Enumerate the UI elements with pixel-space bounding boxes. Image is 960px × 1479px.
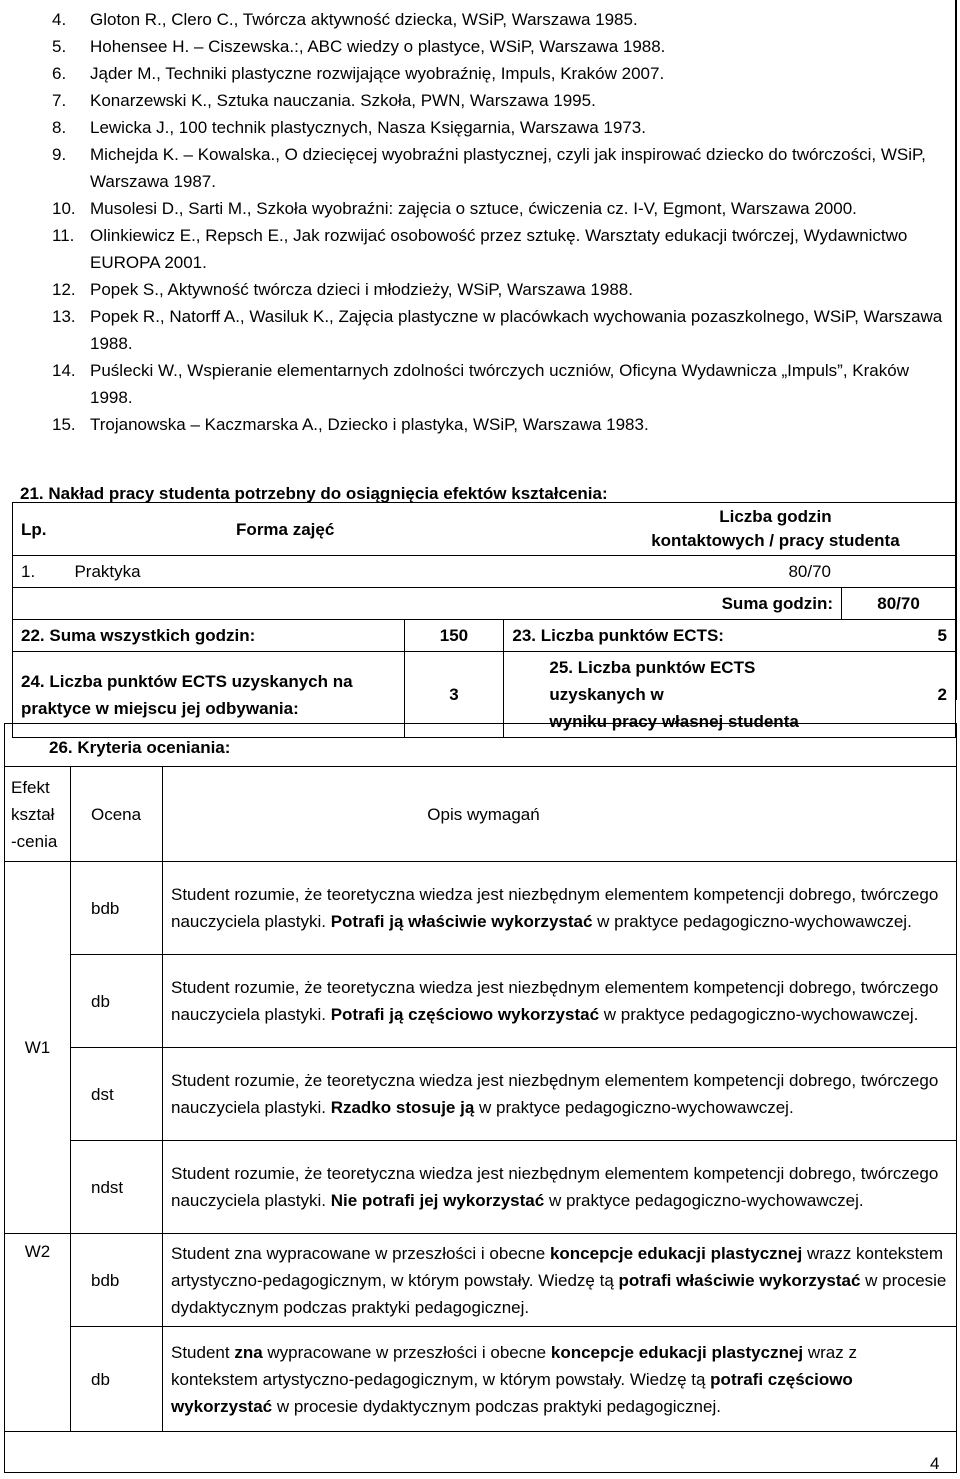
- opis-text: w procesie dydaktycznym podczas praktyki pedagogicznej.: [171, 1270, 947, 1317]
- reference-item: [12, 87, 952, 114]
- workload-sum-row: [13, 588, 956, 620]
- suma-value: 80/70: [842, 588, 956, 620]
- opis-text: wypracowane w przeszłości i obecne: [262, 1342, 551, 1362]
- row-lp: 1.: [13, 556, 75, 588]
- reference-text: Jąder M., Techniki plastyczne rozwijające wyobraźnię, Impuls, Kraków 2007.: [90, 64, 665, 83]
- header-forma: Forma zajęć: [74, 503, 503, 556]
- s23-label: 23. Liczba punktów ECTS:: [504, 620, 842, 652]
- opis-cell: [163, 1234, 957, 1327]
- criteria-table: [4, 766, 957, 1432]
- s25-value: 2: [842, 652, 956, 738]
- header-liczba-line2: kontaktowych / pracy studenta: [651, 531, 900, 550]
- reference-number: 9.: [52, 145, 67, 164]
- reference-number: 5.: [52, 37, 67, 56]
- reference-item: [12, 33, 952, 60]
- opis-cell: [163, 862, 957, 955]
- s22-label: 22. Suma wszystkich godzin:: [13, 620, 405, 652]
- s22-value: 150: [404, 620, 504, 652]
- ocena-cell: bdb: [71, 862, 163, 955]
- reference-number: 13.: [52, 307, 76, 326]
- opis-cell: [163, 955, 957, 1048]
- section-21-title: 21. Nakład pracy studenta potrzebny do osiągnięcia efektów kształcenia:: [20, 484, 608, 503]
- opis-bold: Potrafi ją właściwie wykorzystać: [330, 912, 593, 931]
- row-value: 80/70: [504, 556, 956, 588]
- header-efekt: Efekt kształ -cenia: [5, 767, 71, 862]
- opis-text: Student rozumie, że teoretyczna wiedza jest niezbędnym elementem kompetencji dobrego, twórczego nauczyciela plastyki.: [171, 978, 939, 1024]
- opis-text: Student: [171, 1342, 235, 1362]
- reference-item: [12, 6, 952, 33]
- criteria-row: [5, 955, 957, 1048]
- opis-bold: Potrafi ją częściowo wykorzystać: [330, 1005, 600, 1024]
- s24-label-line1: 24. Liczba punktów ECTS uzyskanych na: [21, 671, 353, 691]
- effect-w2: W2: [5, 1234, 71, 1432]
- reference-number: 12.: [52, 280, 76, 299]
- header-liczba-line1: Liczba godzin: [719, 507, 832, 526]
- reference-number: 14.: [52, 361, 76, 380]
- workload-table: [12, 502, 956, 738]
- opis-text: w praktyce pedagogiczno-wychowawczej.: [474, 1098, 794, 1117]
- reference-item: [12, 114, 952, 141]
- reference-number: 4.: [52, 10, 67, 29]
- header-lp: Lp.: [13, 503, 75, 556]
- opis-text: w praktyce pedagogiczno-wychowawczej.: [592, 912, 912, 931]
- reference-number: 15.: [52, 415, 76, 434]
- opis-cell: [163, 1048, 957, 1141]
- criteria-row: [5, 1048, 957, 1141]
- opis-bold: potrafi właściwie wykorzystać: [618, 1270, 861, 1290]
- reference-text: Olinkiewicz E., Repsch E., Jak rozwijać osobowość przez sztukę. Warsztaty edukacji twórczej, Wydawnictwo EUROPA 2001.: [90, 226, 908, 272]
- row-forma: Praktyka: [74, 556, 503, 588]
- workload-row: [13, 556, 956, 588]
- reference-item: [12, 195, 952, 222]
- reference-text: Popek R., Natorff A., Wasiluk K., Zajęcia plastyczne w placówkach wychowania pozaszkolnego, WSiP, Warszawa 1988.: [90, 307, 943, 353]
- reference-text: Musolesi D., Sarti M., Szkoła wyobraźni: zajęcia o sztuce, ćwiczenia cz. I-V, Egmont, Warszawa 2000.: [90, 199, 857, 218]
- header-liczba: [504, 503, 956, 556]
- s25-label-line1: 25. Liczba punktów ECTS uzyskanych w: [549, 658, 756, 704]
- references-list: [12, 6, 952, 438]
- header-opis: Opis wymagań: [163, 767, 957, 862]
- workload-header-row: [13, 503, 956, 556]
- reference-text: Gloton R., Clero C., Twórcza aktywność dziecka, WSiP, Warszawa 1985.: [90, 10, 638, 29]
- opis-text: w procesie dydaktycznym podczas praktyki pedagogicznej.: [272, 1396, 721, 1416]
- reference-item: [12, 141, 952, 195]
- opis-text: Student zna wypracowane w przeszłości i obecne: [171, 1243, 550, 1263]
- opis-bold: zna: [234, 1342, 263, 1362]
- opis-bold: Rzadko stosuje ją: [330, 1098, 475, 1117]
- opis-text: w praktyce pedagogiczno-wychowawczej.: [544, 1191, 864, 1210]
- reference-item: [12, 60, 952, 87]
- criteria-row: [5, 1327, 957, 1432]
- section-26-title: 26. Kryteria oceniania:: [49, 738, 231, 757]
- opis-bold: koncepcje edukacji plastycznej: [550, 1342, 804, 1362]
- reference-text: Michejda K. – Kowalska., O dziecięcej wyobraźni plastycznej, czyli jak inspirować dziecko do twórczości, WSiP, Warszawa 1987.: [90, 145, 926, 191]
- ocena-cell: dst: [71, 1048, 163, 1141]
- reference-number: 6.: [52, 64, 67, 83]
- opis-bold: potrafi częściowo wykorzystać: [171, 1369, 853, 1416]
- s25-label-line2: wyniku pracy własnej studenta: [549, 712, 799, 731]
- reference-text: Konarzewski K., Sztuka nauczania. Szkoła, PWN, Warszawa 1995.: [90, 91, 596, 110]
- reference-text: Hohensee H. – Ciszewska.:, ABC wiedzy o plastyce, WSiP, Warszawa 1988.: [90, 37, 666, 56]
- header-ocena: Ocena: [71, 767, 163, 862]
- criteria-header-row: [5, 767, 957, 862]
- reference-number: 7.: [52, 91, 67, 110]
- s23-value: 5: [842, 620, 956, 652]
- reference-text: Lewicka J., 100 technik plastycznych, Nasza Księgarnia, Warszawa 1973.: [90, 118, 646, 137]
- effect-w1: W1: [5, 862, 71, 1234]
- opis-text: Student rozumie, że teoretyczna wiedza jest niezbędnym elementem kompetencji dobrego, twórczego nauczyciela plastyki.: [171, 1164, 939, 1210]
- opis-cell: [163, 1327, 957, 1432]
- summary-row-22-23: [13, 620, 956, 652]
- opis-text: Student rozumie, że teoretyczna wiedza jest niezbędnym elementem kompetencji dobrego, twórczego nauczyciela plastyki.: [171, 1071, 939, 1117]
- criteria-row: [5, 1141, 957, 1234]
- reference-text: Popek S., Aktywność twórcza dzieci i młodzieży, WSiP, Warszawa 1988.: [90, 280, 633, 299]
- reference-text: Trojanowska – Kaczmarska A., Dziecko i plastyka, WSiP, Warszawa 1983.: [90, 415, 649, 434]
- reference-item: [12, 357, 952, 411]
- page-number: 4: [930, 1454, 940, 1473]
- ocena-cell: db: [71, 955, 163, 1048]
- s24-value: 3: [404, 652, 504, 738]
- reference-item: [12, 222, 952, 276]
- criteria-row: [5, 1234, 957, 1327]
- s24-label-line2: praktyce w miejscu jej odbywania:: [21, 698, 299, 718]
- reference-item: [12, 276, 952, 303]
- opis-cell: [163, 1141, 957, 1234]
- opis-text: wrazz kontekstem artystyczno-pedagogicznym, w którym powstały. Wiedzę tą: [171, 1243, 943, 1290]
- reference-text: Puślecki W., Wspieranie elementarnych zdolności twórczych uczniów, Oficyna Wydawnicza „Impuls”, Kraków 1998.: [90, 361, 909, 407]
- reference-number: 8.: [52, 118, 67, 137]
- ocena-cell: db: [71, 1327, 163, 1432]
- ocena-cell: ndst: [71, 1141, 163, 1234]
- reference-item: [12, 303, 952, 357]
- ocena-cell: bdb: [71, 1234, 163, 1327]
- reference-number: 11.: [52, 226, 75, 245]
- opis-bold: Nie potrafi jej wykorzystać: [330, 1191, 545, 1210]
- opis-text: Student rozumie, że teoretyczna wiedza jest niezbędnym elementem kompetencji dobrego, twórczego nauczyciela plastyki.: [171, 885, 939, 931]
- opis-text: w praktyce pedagogiczno-wychowawczej.: [599, 1005, 919, 1024]
- opis-bold: koncepcje edukacji plastycznej: [549, 1243, 803, 1263]
- criteria-row: [5, 862, 957, 955]
- reference-item: [12, 411, 952, 438]
- reference-number: 10.: [52, 199, 76, 218]
- opis-text: wraz z kontekstem artystyczno-pedagogicznym, w którym powstały. Wiedzę tą: [171, 1342, 857, 1389]
- suma-label: Suma godzin:: [504, 588, 842, 620]
